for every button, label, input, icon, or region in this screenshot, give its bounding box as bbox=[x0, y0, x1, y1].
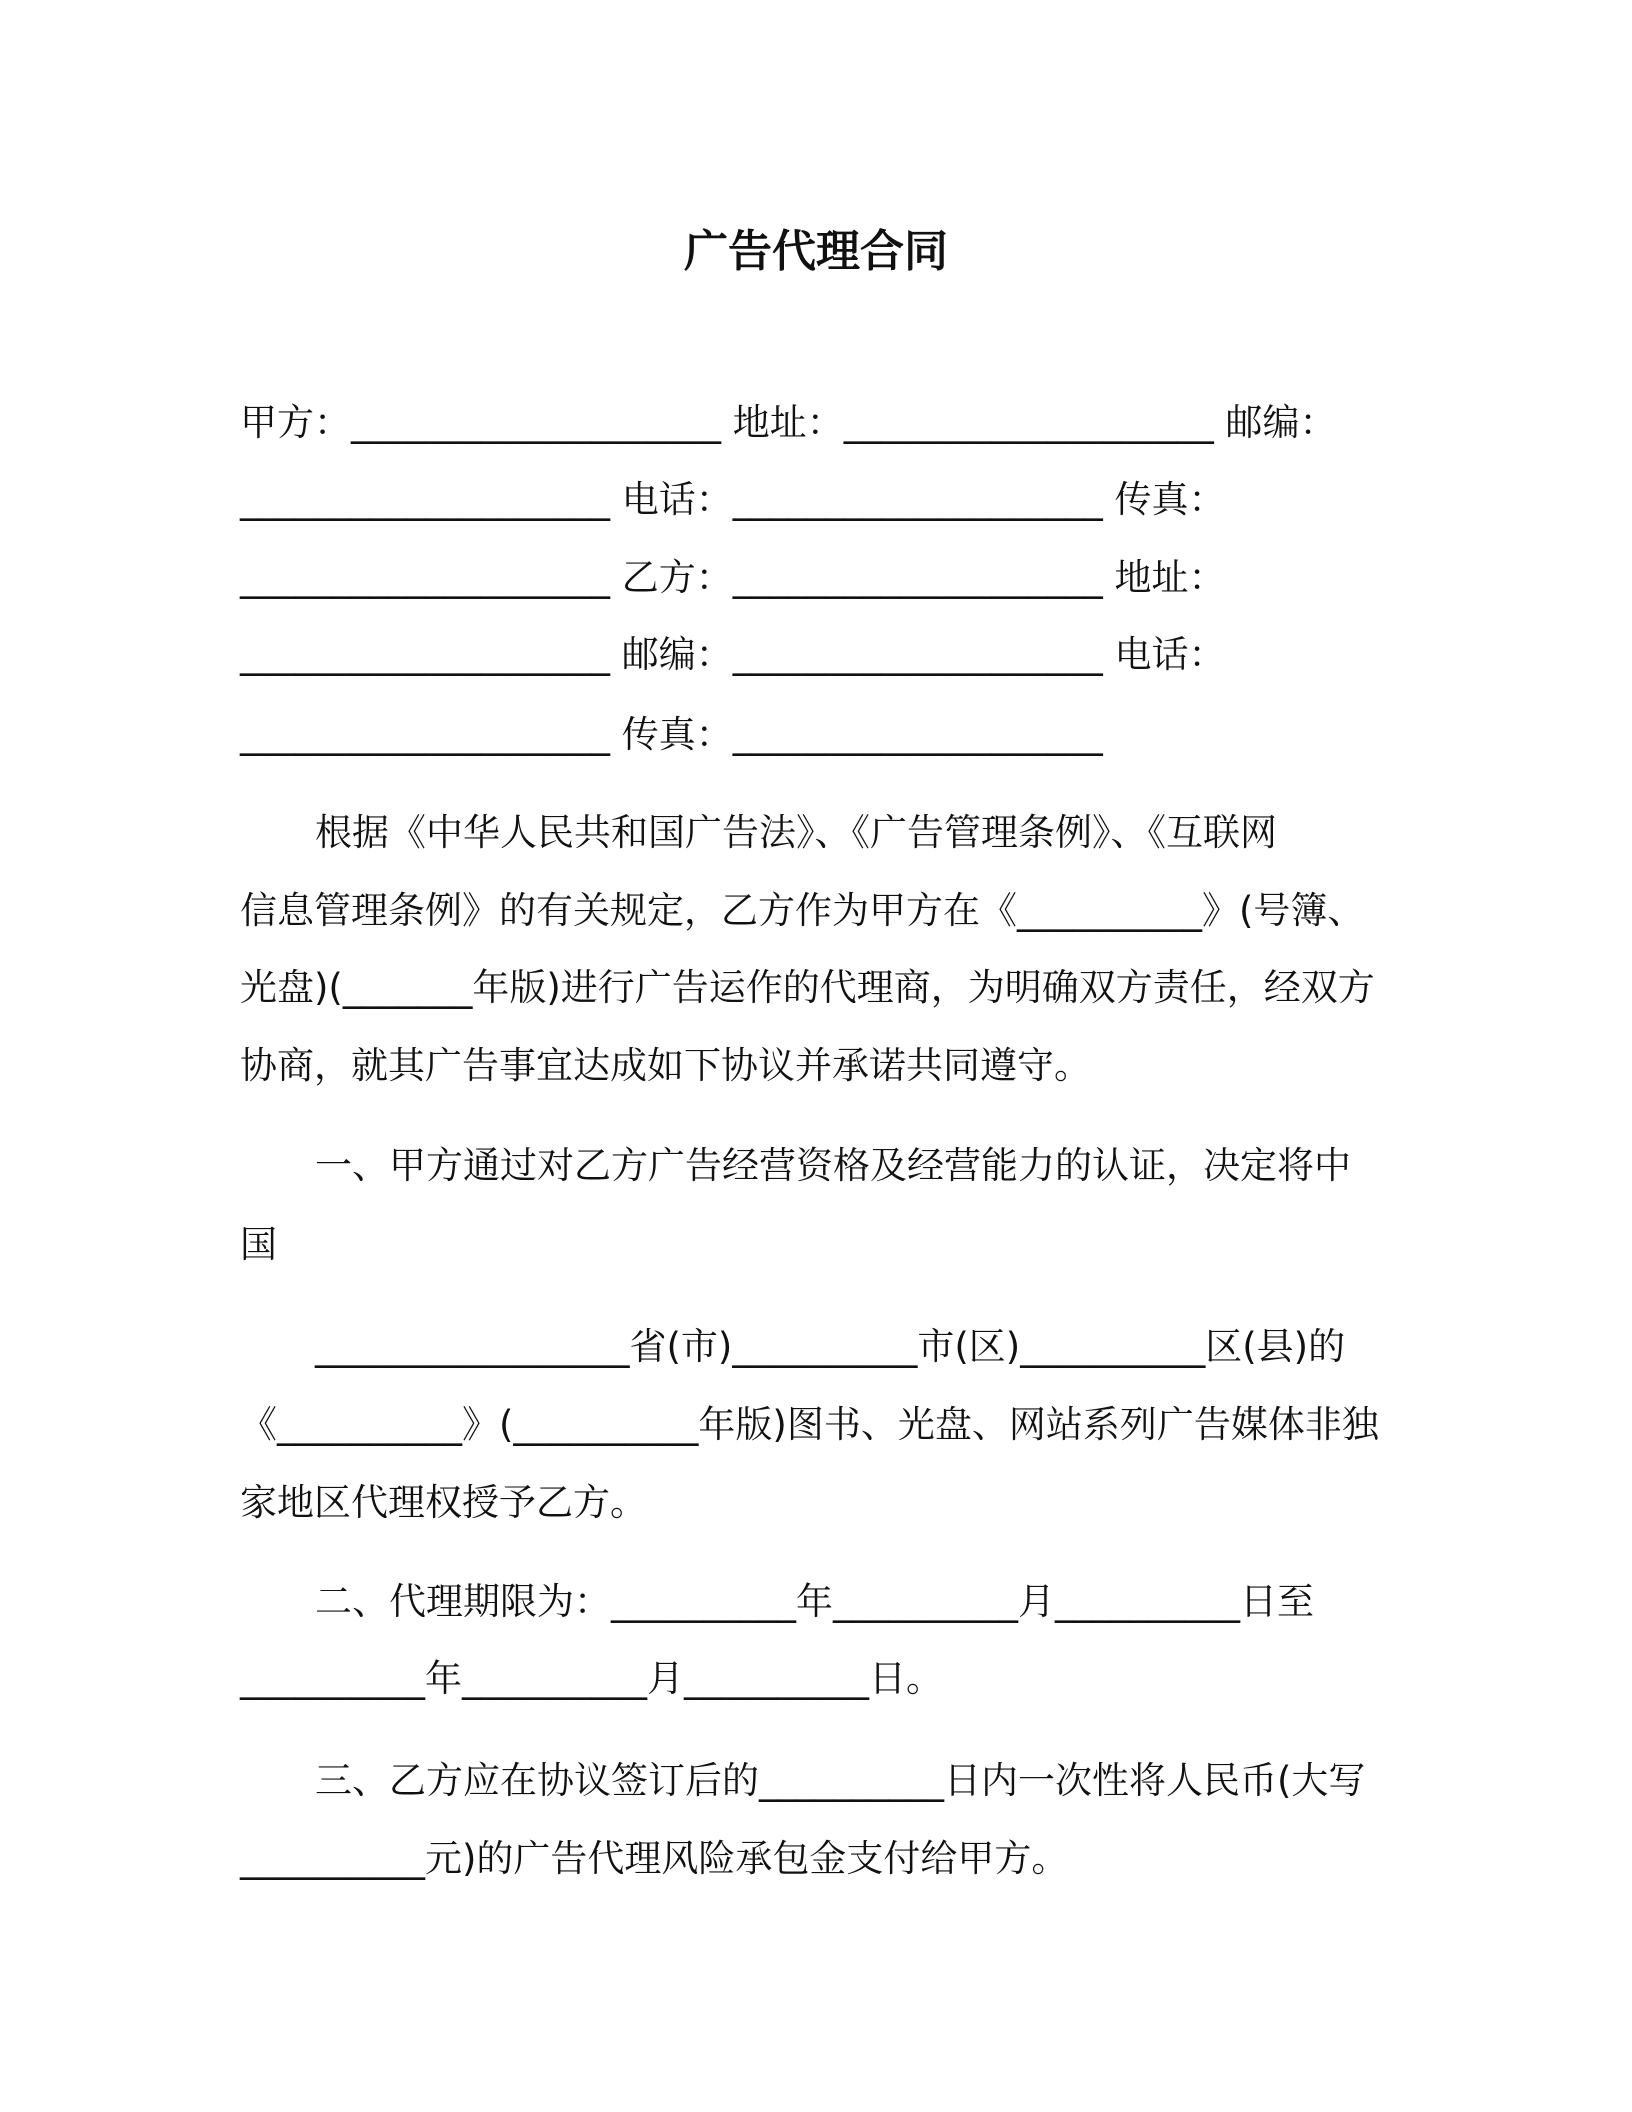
party-line: 甲方：____________________ 地址：____________________ 邮编： bbox=[240, 401, 1337, 444]
party-line: ____________________ 电话：____________________ 传真： bbox=[240, 478, 1226, 521]
party-line: ____________________ 传真：____________________ bbox=[240, 713, 1103, 756]
party-line: ____________________ 乙方：____________________ 地址： bbox=[240, 556, 1226, 599]
clause-1-region-line: 家地区代理权授予乙方。 bbox=[240, 1481, 647, 1524]
preamble-line: 根据《中华人民共和国广告法》、《广告管理条例》、《互联网 bbox=[315, 811, 1277, 854]
clause-2-line: __________年__________月__________日。 bbox=[240, 1657, 943, 1700]
clause-3-line: 三、乙方应在协议签订后的__________日内一次性将人民币(大写 bbox=[315, 1759, 1366, 1802]
clause-3-line: __________元)的广告代理风险承包金支付给甲方。 bbox=[240, 1837, 1069, 1880]
page-title: 广告代理合同 bbox=[684, 226, 948, 277]
clause-1-region-line: _________________省(市)__________市(区)__________区(县)的 bbox=[315, 1325, 1346, 1368]
clause-1-line: 国 bbox=[240, 1223, 277, 1266]
preamble-line: 协商，就其广告事宜达成如下协议并承诺共同遵守。 bbox=[240, 1044, 1091, 1087]
clause-1-line: 一、甲方通过对乙方广告经营资格及经营能力的认证，决定将中 bbox=[315, 1144, 1351, 1187]
clause-1-region-line: 《__________》(__________年版)图书、光盘、网站系列广告媒体非独 bbox=[240, 1403, 1379, 1446]
preamble-line: 光盘)(_______年版)进行广告运作的代理商，为明确双方责任，经双方 bbox=[240, 966, 1375, 1009]
clause-2-line: 二、代理期限为：__________年__________月__________日至 bbox=[315, 1580, 1314, 1623]
party-line: ____________________ 邮编：____________________ 电话： bbox=[240, 633, 1226, 676]
preamble-line: 信息管理条例》的有关规定，乙方作为甲方在《__________》(号簿、 bbox=[240, 889, 1365, 932]
